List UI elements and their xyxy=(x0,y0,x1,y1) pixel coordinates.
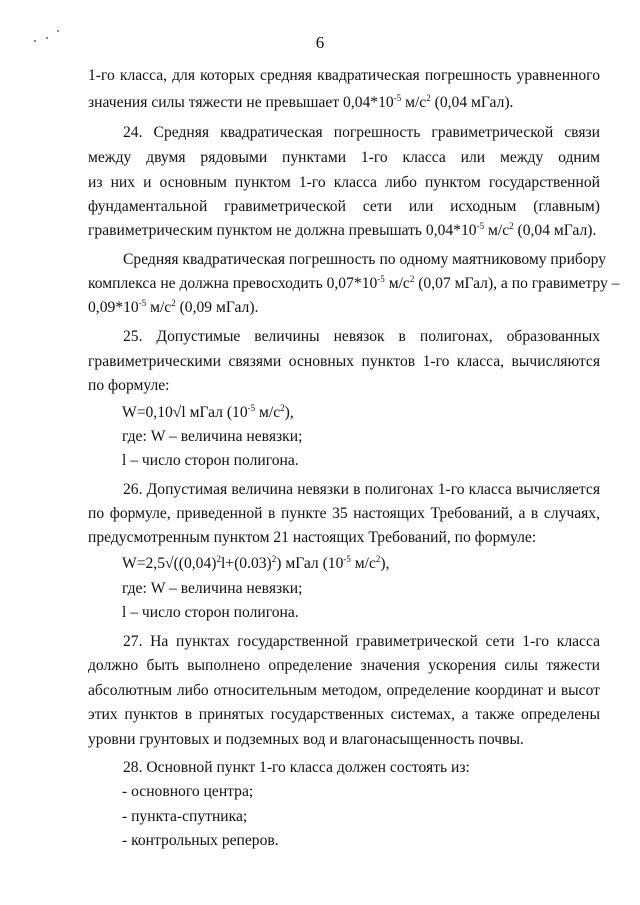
line-text: где: W – величина невязки; xyxy=(122,428,303,445)
text-line xyxy=(123,757,600,779)
line-text: 24. Средняя квадратическая погрешность гравиметрической связи xyxy=(123,124,600,141)
text-line xyxy=(88,273,620,295)
line-text: ), xyxy=(284,404,294,421)
line-text: фундаментальной гравиметрической сети или исходным (главным) xyxy=(88,198,600,215)
line-text: по формуле: xyxy=(88,377,170,394)
line-text: 25. Допустимые величины невязок в полигонах, образованных xyxy=(123,328,600,345)
superscript: -5 xyxy=(343,554,351,564)
line-text: l+(0.03) xyxy=(220,555,272,572)
superscript: 2 xyxy=(171,298,176,308)
line-text: (0,09 мГал). xyxy=(175,299,259,316)
text-line xyxy=(88,704,600,726)
line-text: - основного центра; xyxy=(122,783,254,800)
line-text: м/с xyxy=(484,222,510,239)
text-line xyxy=(88,297,600,319)
superscript: -5 xyxy=(393,93,402,103)
text-line xyxy=(122,553,600,575)
line-text: м/с xyxy=(350,555,376,572)
line-text: l – число сторон полигона. xyxy=(122,452,299,469)
superscript: -5 xyxy=(138,298,147,308)
page-number: 6 xyxy=(315,33,325,52)
text-line xyxy=(88,503,600,525)
text-line xyxy=(122,806,600,828)
scan-speck xyxy=(57,30,59,32)
text-line xyxy=(122,426,600,448)
line-text: где: W – величина невязки; xyxy=(122,580,303,597)
text-line xyxy=(88,220,600,242)
line-text: - контрольных реперов. xyxy=(122,832,279,849)
line-text: уровни грунтовых и подземных вод и влагонасыщенность почвы. xyxy=(88,731,524,748)
text-line xyxy=(122,450,600,472)
line-text: этих пунктов в принятых государственных системах, а также определены xyxy=(88,706,600,723)
text-line xyxy=(122,830,600,852)
text-line xyxy=(123,631,600,653)
line-text: 0,09*10 xyxy=(88,299,139,316)
text-line xyxy=(88,527,600,549)
text-line xyxy=(88,680,600,702)
line-text: должно быть выполнено определение значения ускорения силы тяжести xyxy=(88,657,600,674)
line-text: 1-го класса, для которых средняя квадратическая погрешность уравненного xyxy=(88,67,600,84)
text-line xyxy=(123,479,600,501)
line-text: l – число сторон полигона. xyxy=(122,604,299,621)
superscript: -5 xyxy=(377,274,385,284)
superscript: 2 xyxy=(280,403,285,413)
text-line xyxy=(88,147,600,169)
text-line xyxy=(123,249,607,271)
text-line xyxy=(122,578,600,600)
line-text: ), xyxy=(380,555,390,572)
text-line xyxy=(88,92,600,114)
line-text: абсолютным либо относительным методом, определение координат и высот xyxy=(88,682,600,699)
text-line xyxy=(122,402,600,424)
text-line xyxy=(122,781,600,803)
text-line xyxy=(123,326,600,348)
line-text: из них и основным пунктом 1-го класса либо пунктом государственной xyxy=(88,174,600,191)
line-text: ) мГал (10 xyxy=(276,555,344,572)
line-text: (0,04 мГал). xyxy=(513,222,597,239)
text-line xyxy=(123,122,600,144)
line-text: м/с xyxy=(255,404,281,421)
superscript: 2 xyxy=(271,554,277,564)
line-text: комплекса не должна превосходить 0,07*10 xyxy=(88,275,378,292)
line-text: значения силы тяжести не превышает 0,04*10 xyxy=(88,94,394,111)
line-text: м/с xyxy=(146,299,172,316)
superscript: 2 xyxy=(509,221,514,231)
text-line xyxy=(122,602,600,624)
line-text: гравиметрическим пунктом не должна превышать 0,04*10 xyxy=(88,222,477,239)
superscript: 2 xyxy=(409,274,415,284)
text-line xyxy=(88,172,600,194)
line-text: гравиметрическими связями основных пунктов 1-го класса, вычисляются xyxy=(88,353,600,370)
line-text: W=2,5√((0,04) xyxy=(122,555,217,572)
line-text: - пункта-спутника; xyxy=(122,808,248,825)
text-line xyxy=(88,65,600,87)
line-text: (0,04 мГал). xyxy=(430,94,514,111)
superscript: -5 xyxy=(247,403,256,413)
line-text: Средняя квадратическая погрешность по одному маятниковому прибору xyxy=(123,251,607,268)
superscript: 2 xyxy=(426,93,431,103)
line-text: (0,07 мГал), а по гравиметру – xyxy=(414,275,620,292)
text-line xyxy=(88,655,600,677)
superscript: 2 xyxy=(375,554,381,564)
line-text: по формуле, приведенной в пункте 35 настоящих Требований, а в случаях, xyxy=(88,505,600,522)
text-line xyxy=(88,351,600,373)
line-text: W=0,10√l мГал (10 xyxy=(122,404,248,421)
line-text: 26. Допустимая величина невязки в полигонах 1-го класса вычисляется xyxy=(123,481,600,498)
line-text: 27. На пунктах государственной гравиметрической сети 1-го класса xyxy=(123,633,600,650)
line-text: м/с xyxy=(384,275,410,292)
superscript: 2 xyxy=(216,554,221,564)
text-line xyxy=(88,196,600,218)
text-line xyxy=(88,729,600,751)
superscript: -5 xyxy=(476,221,485,231)
line-text: между двумя рядовыми пунктами 1-го класса или между одним xyxy=(88,149,600,166)
line-text: 28. Основной пункт 1-го класса должен состоять из: xyxy=(123,759,470,776)
line-text: предусмотренным пунктом 21 настоящих Требований, по формуле: xyxy=(88,529,537,546)
text-line xyxy=(88,375,600,397)
line-text: м/с xyxy=(401,94,427,111)
